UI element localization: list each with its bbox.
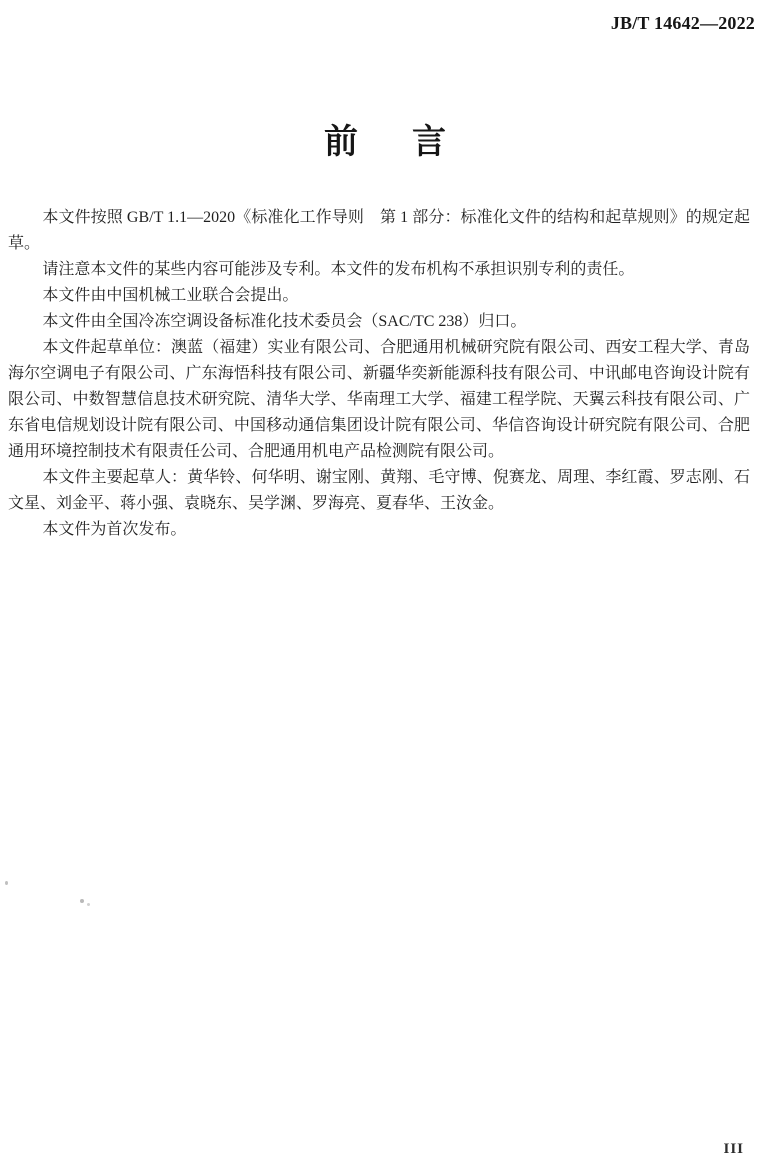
page-title <box>0 118 770 161</box>
page-number: III <box>723 1141 744 1157</box>
scan-speck <box>87 903 90 906</box>
paragraph-drafting-organizations: 本文件起草单位：澳蓝（福建）实业有限公司、合肥通用机械研究院有限公司、西安工程大学、青岛海尔空调电子有限公司、广东海悟科技有限公司、新疆华奕新能源科技有限公司、中讯邮电咨询设计院有限公司、中数智慧信息技术研究院、清华大学、华南理工大学、福建工程学院、天翼云科技有限公司、广东省电信规划设计院有限公司、中国移动通信集团设计院有限公司、华信咨询设计研究院有限公司、合肥通用环境控制技术有限责任公司、合肥通用机电产品检测院有限公司。 <box>8 339 750 460</box>
paragraph-centralized-by: 本文件由全国冷冻空调设备标准化技术委员会（SAC/TC 238）归口。 <box>42 313 527 330</box>
page-title-char-left: 前 <box>324 123 358 161</box>
foreword-body <box>0 205 770 543</box>
paragraph-main-drafters: 本文件主要起草人：黄华铃、何华明、谢宝刚、黄翔、毛守博、倪赛龙、周理、李红霞、罗志刚、石文星、刘金平、蒋小强、袁晓东、吴学渊、罗海亮、夏春华、王汝金。 <box>8 469 750 512</box>
page-title-char-right: 言 <box>412 123 446 161</box>
scan-speck <box>5 881 8 885</box>
paragraph-drafting-rules: 本文件按照 GB/T 1.1—2020《标准化工作导则 第 1 部分：标准化文件的结构和起草规则》的规定起草。 <box>8 209 750 252</box>
document-header <box>0 0 770 32</box>
document-code: JB/T 14642—2022 <box>610 13 755 33</box>
paragraph-patent-notice: 请注意本文件的某些内容可能涉及专利。本文件的发布机构不承担识别专利的责任。 <box>42 261 635 278</box>
paragraph-proposed-by: 本文件由中国机械工业联合会提出。 <box>42 287 299 304</box>
paragraph-first-issue: 本文件为首次发布。 <box>42 521 187 538</box>
scan-speck <box>80 899 84 903</box>
